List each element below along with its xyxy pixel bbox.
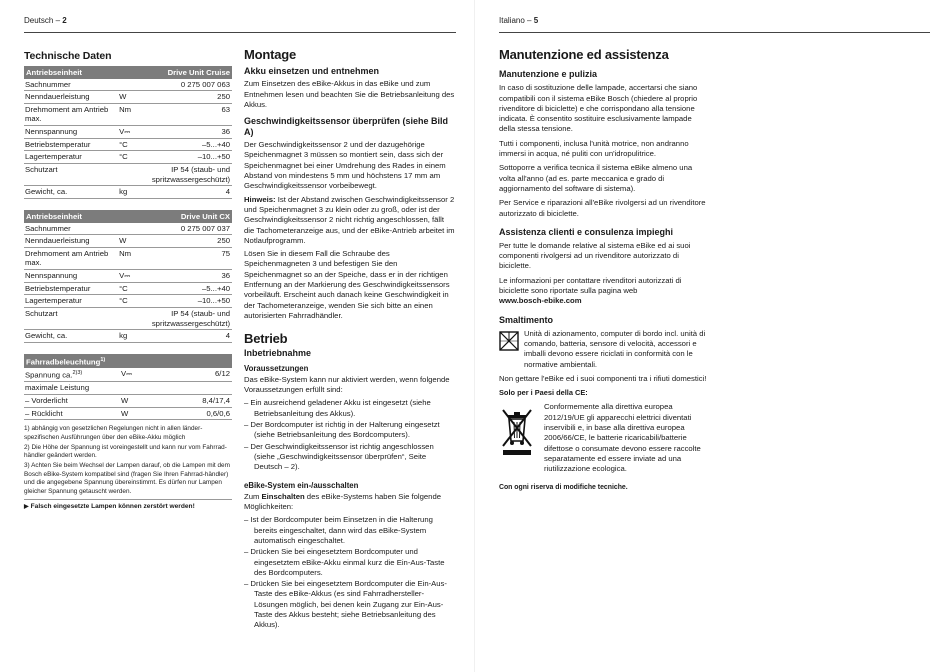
spec-unit	[118, 79, 151, 91]
spec-unit: kg	[118, 186, 151, 199]
tech-data-column	[24, 50, 232, 512]
spec-value: –10...+50	[151, 295, 232, 308]
spec-label: Gewicht, ca.	[24, 186, 118, 199]
header-rule	[499, 32, 930, 33]
spec-unit: Nm	[118, 103, 151, 125]
page-header-right: Italiano – 5	[499, 16, 539, 25]
spec-unit: W	[120, 407, 154, 420]
pulizia-heading: Manutenzione e pulizia	[499, 69, 598, 80]
spec-row	[24, 91, 232, 104]
spec-unit	[118, 223, 151, 235]
manutenzione-title: Manutenzione ed assistenza	[499, 47, 669, 62]
spec-row	[24, 330, 232, 343]
sensor-heading: Geschwindigkeitssensor überprüfen (siehe Bild A)	[244, 116, 449, 138]
page-number: 2	[62, 16, 67, 25]
spec-value: 63	[151, 103, 232, 125]
spec-row	[24, 138, 232, 151]
spec-row	[24, 164, 232, 186]
spec-row	[24, 270, 232, 283]
spec-unit: V⎓	[120, 368, 154, 382]
akku-text: Zum Einsetzen des eBike-Akkus in das eBike und zum Entnehmen lesen und beachten Sie die Betriebsanleitung des Akkus.	[244, 79, 455, 109]
spec-unit: V⎓	[118, 126, 151, 139]
loesen-text: Lösen Sie in diesem Fall die Schraube des Speichenmagneten 3 und befestigen Sie den Speichenmagnet so an der Speiche, dass er in der richtigen Entfernung an der Markierung des Geschwindigkeitssensors vorbeiläuft. Erscheint auch danach keine Geschwindigkeit in der Tachometeranzeige, wenden Sie sich bitte an einen autorisierten Fahrradhändler.	[244, 249, 450, 320]
pulizia-text-2: Tutti i componenti, inclusa l'unità motrice, non andranno immersi in acqua, né puliti con un'idropulitrice.	[499, 138, 689, 159]
spec-value: 0 275 007 037	[151, 223, 232, 235]
manutenzione-column	[499, 47, 709, 493]
spec-label: Nenndauerleistung	[24, 91, 118, 104]
spec-row	[24, 382, 232, 395]
spec-unit: W	[118, 235, 151, 248]
spec-value: –5...+40	[151, 138, 232, 151]
spec-label: Sachnummer	[24, 79, 118, 91]
list-item: – Ein ausreichend geladener Akku ist eingesetzt (siehe Betriebsanleitung des Akkus).	[244, 398, 431, 418]
header-language: Italiano	[499, 16, 525, 25]
voraussetzungen-intro: Das eBike-System kann nur aktiviert werden, wenn folgende Voraussetzungen erfüllt sind:	[244, 374, 450, 395]
spec-label: Nennspannung	[24, 270, 118, 283]
montage-title: Montage	[244, 47, 297, 62]
tech-data-title: Technische Daten	[24, 50, 112, 62]
spec-row	[24, 407, 232, 420]
spec-unit: °C	[118, 138, 151, 151]
assistenza-text-2: Le informazioni per contattare rivenditori autorizzati di biciclette sono riportate sulla pagina web	[499, 275, 682, 296]
spec-row	[24, 223, 232, 235]
einschalten-intro: Zum Einschalten des eBike-Systems haben Sie folgende Möglichkeiten:	[244, 491, 441, 512]
smaltimento-heading: Smaltimento	[499, 314, 554, 325]
spec-label: – Rücklicht	[24, 407, 120, 420]
spec-row	[24, 247, 232, 269]
spec-header-value: Drive Unit Cruise	[151, 66, 232, 79]
spec-row	[24, 79, 232, 91]
footnote: 2) Die Höhe der Spannung ist voreingestellt und kann nur vom Fahrrad-händler geändert werden.	[24, 443, 227, 460]
spec-row	[24, 368, 232, 382]
spec-row	[24, 103, 232, 125]
list-item: – Drücken Sie bei eingesetztem Bordcomputer die Ein-Aus-Taste des eBike-Akkus (es sind Fahrradhersteller-Lösungen möglich, bei denen kein Zugang zur Ein-Aus-Taste des Akkus besteht; siehe Betriebsanleitung des Akkus).	[244, 579, 447, 630]
assistenza-heading: Assistenza clienti e consulenza impieghi	[499, 226, 674, 237]
inbetriebnahme-heading: Inbetriebnahme	[244, 347, 312, 358]
spec-value: 0,6/0,6	[154, 407, 232, 420]
pulizia-text-1: In caso di sostituzione delle lampade, accertarsi che siano compatibili con il sistema eBike Bosch (chiedere al proprio rivenditore di biciclette) e che corrispondano alla tensione indicata. È consentito sostituire esclusivamente lampade della stessa tensione.	[499, 83, 698, 134]
betrieb-title: Betrieb	[244, 331, 288, 347]
smaltimento-text-2: Non gettare l'eBike ed i suoi componenti tra i rifiuti domestici!	[499, 373, 707, 383]
spec-row	[24, 186, 232, 199]
page-header-left: Deutsch – 2	[24, 16, 67, 25]
list-item: – Der Bordcomputer ist richtig in der Halterung eingesetzt (siehe Betriebsanleitung des Bordcomputers).	[244, 420, 440, 440]
spec-label: maximale Leistung	[24, 382, 120, 395]
spec-label: Betriebstemperatur	[24, 282, 118, 295]
spec-label: Betriebstemperatur	[24, 138, 118, 151]
list-item: – Drücken Sie bei eingesetztem Bordcomputer und eingesetztem eBike-Akku einmal kurz die Ein-Aus-Taste des Bordcomputers.	[244, 547, 445, 577]
spec-label: Nenndauerleistung	[24, 235, 118, 248]
footnote: 3) Achten Sie beim Wechsel der Lampen darauf, ob die Lampen mit dem Bosch eBike-System kompatibel sind (fragen Sie Ihren Fahrrad-händler) und die angegebene Spannung übereinstimmt. Es dürfen nur Lampen gleicher Spannung getauscht werden.	[24, 462, 230, 495]
smaltimento-block	[499, 329, 709, 370]
spec-row	[24, 235, 232, 248]
paesi-ce-heading: Solo per i Paesi della CE:	[499, 388, 588, 398]
smaltimento-text: Unità di azionamento, computer di bordo incl. unità di comando, batteria, sensore di velocità, accessori e imballi devono essere riciclati in conformità con le normative ambientali.	[524, 328, 706, 369]
spec-value: 36	[151, 126, 232, 139]
spec-table-header	[24, 66, 232, 79]
spec-unit: W	[120, 395, 154, 408]
spec-label: Gewicht, ca.	[24, 330, 118, 343]
spec-value: 0 275 007 063	[151, 79, 232, 91]
page-number: 5	[533, 16, 539, 25]
spec-table-lighting	[24, 354, 232, 420]
spec-header-label: Fahrradbeleuchtung$^{1)}$	[24, 354, 232, 368]
spec-row	[24, 308, 232, 330]
crossed-bin-icon	[499, 406, 535, 458]
spec-value: IP 54 (staub- und spritzwassergeschützt)	[151, 164, 232, 186]
spec-label: Lagertemperatur	[24, 151, 118, 164]
spec-table-header	[24, 354, 232, 368]
spec-label: Schutzart	[24, 308, 118, 330]
sensor-text: Der Geschwindigkeitssensor 2 und der dazugehörige Speichenmagnet 3 müssen so montiert sein, dass sich der Speichenmagnet bei einer Umdrehung des Rades in einem Abstand von mindestens 5 mm und höchstens 17 mm am Geschwindigkeitssensor vorbeibewegt.	[244, 140, 446, 191]
list-item: – Der Geschwindigkeitssensor ist richtig angeschlossen (siehe „Geschwindigkeitssensor überprüfen“, Seite Deutsch – 2).	[244, 441, 434, 472]
spec-table-cx	[24, 210, 232, 343]
spec-unit	[120, 382, 154, 395]
spec-value: 36	[151, 270, 232, 283]
spec-label: Sachnummer	[24, 223, 118, 235]
header-rule	[24, 32, 456, 33]
spec-label: Schutzart	[24, 164, 118, 186]
spec-value: 4	[151, 330, 232, 343]
spec-row	[24, 126, 232, 139]
pulizia-text-3: Sottoporre a verifica tecnica il sistema eBike almeno una volta all'anno (ad es. parte meccanica e grado di aggiornamento del software di sistema).	[499, 163, 693, 193]
voraussetzungen-list	[244, 398, 456, 472]
spec-table-header	[24, 210, 232, 223]
reserve-note: Con ogni riserva di modifiche tecniche.	[499, 483, 628, 491]
spec-value: 250	[151, 235, 232, 248]
pulizia-text-4: Per Service e riparazioni all'eBike rivolgersi ad un rivenditore autorizzato di biciclette.	[499, 198, 706, 218]
list-item: – Ist der Bordcomputer beim Einsetzen in die Halterung bereits eingeschaltet, dann wird das eBike-System automatisch eingeschaltet.	[244, 515, 433, 545]
spec-row	[24, 282, 232, 295]
spec-row	[24, 295, 232, 308]
spec-unit: °C	[118, 282, 151, 295]
spec-header-label: Antriebseinheit	[24, 210, 151, 223]
spec-label: Nennspannung	[24, 126, 118, 139]
spec-unit: V⎓	[118, 270, 151, 283]
warning-note: ▶ Falsch eingesetzte Lampen können zerstört werden!	[24, 499, 232, 512]
spec-label: Drehmoment am Antrieb max.	[24, 247, 118, 269]
spec-unit: °C	[118, 151, 151, 164]
footnote: 1) abhängig von gesetzlichen Regelungen nicht in allen länder-spezifischen Ausführungen über den eBike-Akku möglich	[24, 425, 203, 441]
spec-label: Lagertemperatur	[24, 295, 118, 308]
spec-unit: Nm	[118, 247, 151, 269]
spec-value: –5...+40	[151, 282, 232, 295]
akku-heading: Akku einsetzen und entnehmen	[244, 66, 380, 77]
ein-aus-heading: eBike-System ein-/ausschalten	[244, 480, 359, 490]
footnotes	[24, 425, 232, 496]
paesi-ce-text: Conformemente alla direttiva europea 2012/19/UE gli apparecchi elettrici diventati inservibili e, in base alla direttiva europea 2006/66/CE, le batterie ricaricabili/batterie difettose o consumate devono essere raccolte separatamente ed essere inviate ad una riutilizzazione ecologica.	[544, 402, 701, 474]
spec-table-cruise	[24, 66, 232, 199]
spec-row	[24, 395, 232, 408]
spec-row	[24, 151, 232, 164]
spec-label: Spannung ca.$^{2)3)}$	[24, 368, 120, 382]
spec-header-value: Drive Unit CX	[151, 210, 232, 223]
hinweis-text: Hinweis: Ist der Abstand zwischen Geschwindigkeitssensor 2 und Speichenmagnet 3 zu klein oder zu groß, oder ist der Geschwindigkeitssensor 2 nicht richtig angeschlossen, fällt die Tachometeranzeige aus, und der eBike-Antrieb arbeitet im Notlaufprogramm.	[244, 194, 455, 245]
spec-header-label: Antriebseinheit	[24, 66, 151, 79]
spec-label: Drehmoment am Antrieb max.	[24, 103, 118, 125]
voraussetzungen-heading: Voraussetzungen	[244, 363, 309, 373]
footnote-ref: 2)3)	[72, 370, 83, 377]
spec-value: –10...+50	[151, 151, 232, 164]
spec-value: 6/12	[154, 368, 232, 382]
spec-label: – Vorderlicht	[24, 395, 120, 408]
montage-column	[244, 47, 456, 632]
spec-unit: °C	[118, 295, 151, 308]
spec-value	[154, 382, 232, 395]
spec-unit	[118, 164, 151, 186]
spec-unit: kg	[118, 330, 151, 343]
header-language: Deutsch	[24, 16, 54, 25]
spec-value: 250	[151, 91, 232, 104]
arrow-right-icon: ▶	[24, 504, 29, 511]
recycle-box-icon	[499, 331, 519, 351]
einschalten-list	[244, 515, 456, 630]
bosch-ebike-link[interactable]: www.bosch-ebike.com	[499, 296, 582, 306]
weee-block	[499, 402, 709, 474]
spec-value: 4	[151, 186, 232, 199]
spec-value: 8,4/17,4	[154, 395, 232, 408]
spec-value: 75	[151, 247, 232, 269]
assistenza-text-1: Per tutte le domande relative al sistema eBike ed ai suoi componenti rivolgersi ad un rivenditore autorizzato di biciclette.	[499, 240, 691, 271]
spec-unit	[118, 308, 151, 330]
spec-unit: W	[118, 91, 151, 104]
spec-value: IP 54 (staub- und spritzwassergeschützt)	[151, 308, 232, 330]
